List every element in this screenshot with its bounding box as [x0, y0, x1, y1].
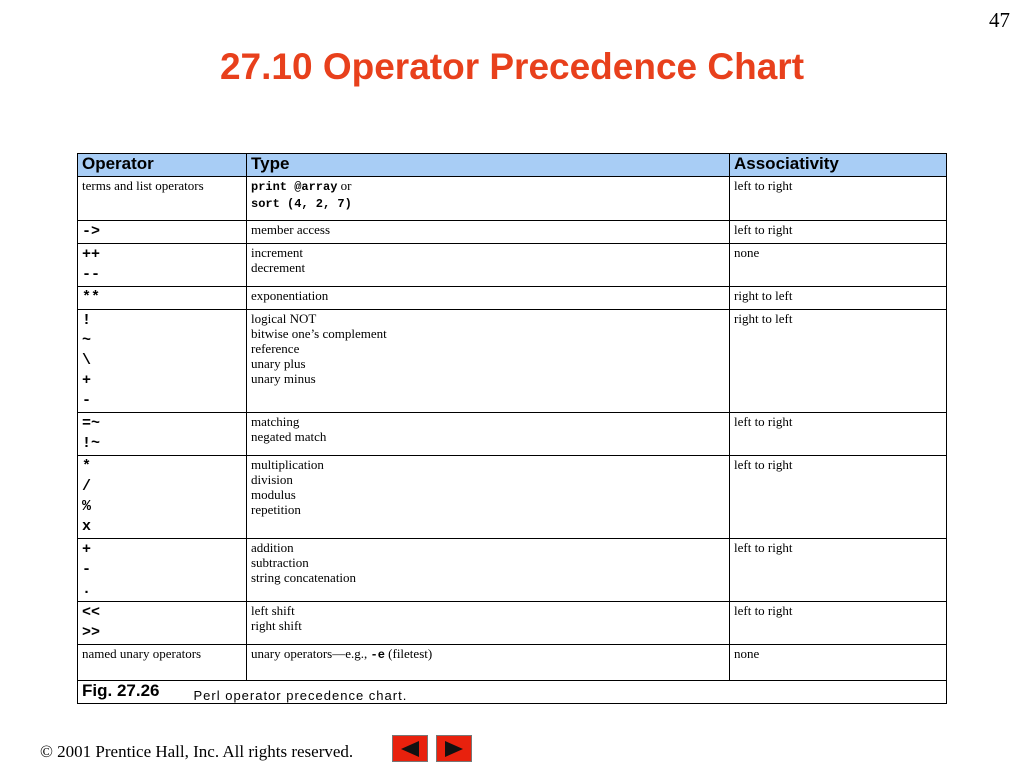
- type-description: addition: [251, 540, 294, 555]
- figure-text: Perl operator precedence chart.: [193, 688, 408, 703]
- type-description: multiplication: [251, 457, 324, 472]
- next-slide-button[interactable]: [436, 735, 472, 762]
- type-description: logical NOT: [251, 311, 317, 326]
- type-code: sort (4, 2, 7): [251, 197, 352, 211]
- page-number: 47: [989, 8, 1010, 32]
- operator-symbol: ~: [82, 332, 92, 349]
- type-description: unary plus: [251, 356, 306, 371]
- header-type: Type: [247, 154, 730, 177]
- operator-symbol: /: [82, 478, 92, 495]
- operator-cell: [78, 310, 247, 413]
- type-description: matching: [251, 414, 300, 429]
- operator-text: named unary operators: [82, 646, 202, 661]
- slide-navigation: [392, 735, 472, 762]
- type-cell: [247, 539, 730, 602]
- precedence-table: [77, 153, 947, 704]
- type-cell: [247, 602, 730, 645]
- page-title: 27.10 Operator Precedence Chart: [219, 46, 805, 87]
- operator-symbol: **: [82, 289, 101, 306]
- operator-cell: [78, 177, 247, 221]
- operator-text: terms and list operators: [82, 178, 204, 193]
- caption-row: [78, 681, 947, 704]
- type-cell: [247, 413, 730, 456]
- type-description: unary operators—e.g.,: [251, 646, 371, 661]
- arrow-left-icon: [399, 740, 421, 758]
- type-description: (filetest): [384, 646, 433, 661]
- figure-caption: [78, 681, 947, 704]
- type-description: left shift: [251, 603, 295, 618]
- table-row: [78, 310, 947, 413]
- type-description: or: [337, 178, 352, 193]
- table-body: [78, 177, 947, 681]
- operator-cell: [78, 413, 247, 456]
- operator-symbol: .: [82, 581, 92, 598]
- associativity-cell: left to right: [730, 602, 947, 645]
- type-description: subtraction: [251, 555, 309, 570]
- operator-symbol: x: [82, 518, 92, 535]
- previous-slide-button[interactable]: [392, 735, 428, 762]
- type-cell: [247, 456, 730, 539]
- table-row: [78, 602, 947, 645]
- type-description: unary minus: [251, 371, 316, 386]
- operator-symbol: %: [82, 498, 92, 515]
- operator-cell: [78, 456, 247, 539]
- operator-cell: [78, 221, 247, 244]
- operator-cell: [78, 244, 247, 287]
- type-description: repetition: [251, 502, 301, 517]
- associativity-cell: none: [730, 244, 947, 287]
- associativity-cell: left to right: [730, 413, 947, 456]
- type-code: -e: [370, 648, 385, 662]
- table-header-row: [78, 154, 947, 177]
- operator-symbol: >>: [82, 624, 101, 641]
- operator-symbol: !: [82, 312, 92, 329]
- type-description: negated match: [251, 429, 327, 444]
- type-description: string concatenation: [251, 570, 357, 585]
- type-code: print @array: [251, 180, 338, 194]
- figure-label: Fig. 27.26: [82, 681, 160, 700]
- header-operator: Operator: [78, 154, 247, 177]
- table-row: [78, 244, 947, 287]
- operator-symbol: -: [82, 561, 92, 578]
- operator-symbol: -: [82, 392, 92, 409]
- type-cell: [247, 177, 730, 221]
- type-description: member access: [251, 222, 331, 237]
- type-description: exponentiation: [251, 288, 329, 303]
- operator-cell: [78, 645, 247, 681]
- operator-symbol: --: [82, 266, 101, 283]
- type-description: bitwise one’s complement: [251, 326, 387, 341]
- table-row: [78, 539, 947, 602]
- arrow-right-icon: [443, 740, 465, 758]
- operator-symbol: +: [82, 541, 92, 558]
- table-row: [78, 456, 947, 539]
- type-cell: [247, 244, 730, 287]
- operator-symbol: !~: [82, 435, 101, 452]
- type-description: increment: [251, 245, 303, 260]
- associativity-cell: right to left: [730, 310, 947, 413]
- type-description: reference: [251, 341, 300, 356]
- type-description: modulus: [251, 487, 296, 502]
- type-cell: [247, 287, 730, 310]
- type-description: division: [251, 472, 293, 487]
- type-cell: [247, 310, 730, 413]
- associativity-cell: left to right: [730, 221, 947, 244]
- operator-symbol: +: [82, 372, 92, 389]
- operator-symbol: ++: [82, 246, 101, 263]
- operator-symbol: =~: [82, 415, 101, 432]
- operator-cell: [78, 539, 247, 602]
- header-associativity: Associativity: [730, 154, 947, 177]
- operator-cell: [78, 287, 247, 310]
- operator-symbol: \: [82, 352, 92, 369]
- associativity-cell: left to right: [730, 456, 947, 539]
- associativity-cell: right to left: [730, 287, 947, 310]
- operator-symbol: *: [82, 458, 92, 475]
- type-description: right shift: [251, 618, 302, 633]
- table-row: [78, 177, 947, 221]
- copyright-footer: © 2001 Prentice Hall, Inc. All rights reserved.: [40, 742, 354, 761]
- table-row: [78, 645, 947, 681]
- associativity-cell: left to right: [730, 539, 947, 602]
- operator-symbol: <<: [82, 604, 101, 621]
- type-cell: [247, 645, 730, 681]
- associativity-cell: left to right: [730, 177, 947, 221]
- table-row: [78, 413, 947, 456]
- table-row: [78, 221, 947, 244]
- associativity-cell: none: [730, 645, 947, 681]
- type-cell: [247, 221, 730, 244]
- operator-cell: [78, 602, 247, 645]
- table-row: [78, 287, 947, 310]
- operator-symbol: ->: [82, 223, 101, 240]
- type-description: decrement: [251, 260, 306, 275]
